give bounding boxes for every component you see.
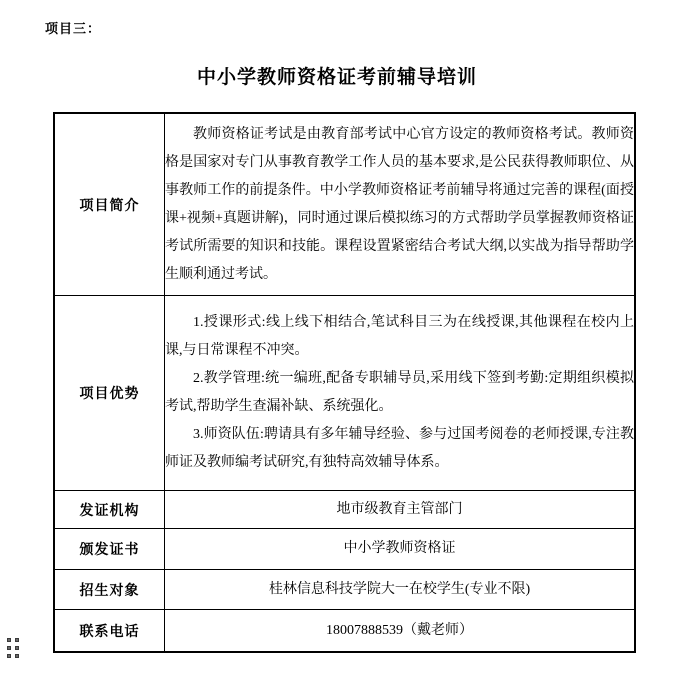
table-row-issuer	[54, 491, 635, 529]
dot	[15, 638, 19, 642]
info-table	[53, 112, 636, 653]
dot	[7, 638, 11, 642]
row-content-target-students	[165, 570, 636, 610]
dot	[7, 654, 11, 658]
row-content-intro	[165, 113, 636, 296]
row-content-contact-phone	[165, 610, 636, 653]
row-label-issuer: 发证机构	[54, 491, 165, 529]
contact-phone-value: 18007888539（戴老师）	[326, 622, 473, 638]
dot	[7, 646, 11, 650]
issuer-value: 地市级教育主管部门	[336, 501, 463, 517]
row-content-issuer	[165, 491, 636, 529]
advantage-item-2: 2.教学管理:统一编班,配备专职辅导员,采用线下签到考勤:定期组织模拟考试,帮助学生查漏补缺、系统强化。	[165, 371, 634, 414]
table-row-intro	[54, 113, 635, 296]
table-row-advantages	[54, 296, 635, 491]
certificate-value: 中小学教师资格证	[343, 541, 456, 556]
row-label-contact-phone: 联系电话	[54, 610, 165, 653]
intro-paragraph: 教师资格证考试是由教育部考试中心官方设定的教师资格考试。教师资格是国家对专门从事教育教学工作人员的基本要求,是公民获得教师职位、从事教师工作的前提条件。中小学教师资格证考前辅导将通过完善的课程(面授课+视频+真题讲解)，同时通过课后模拟练习的方式帮助学员掌握教师资格证考试所需要的知识和技能。课程设置紧密结合考试大纲,以实战为指导帮助学生顺利通过考试。	[165, 126, 634, 282]
target-students-value: 桂林信息科技学院大一在校学生(专业不限)	[268, 581, 531, 597]
drag-handle-dots-icon[interactable]	[7, 638, 21, 660]
dot	[15, 654, 19, 658]
page-title: 中小学教师资格证考前辅导培训	[196, 67, 477, 88]
advantage-item-1: 1.授课形式:线上线下相结合,笔试科目三为在线授课,其他课程在校内上课,与日常课程不冲突。	[165, 315, 634, 358]
table-row-target-students	[54, 570, 635, 610]
table-row-certificate	[54, 529, 635, 570]
section-label: 项目三：	[45, 21, 102, 36]
row-label-intro: 项目简介	[54, 113, 165, 296]
dot	[15, 646, 19, 650]
table-row-contact-phone	[54, 610, 635, 653]
row-label-advantages: 项目优势	[54, 296, 165, 491]
row-content-certificate	[165, 529, 636, 570]
row-label-target-students: 招生对象	[54, 570, 165, 610]
advantage-item-3: 3.师资队伍:聘请具有多年辅导经验、参与过国考阅卷的老师授课,专注教师证及教师编考试研究,有独特高效辅导体系。	[165, 427, 634, 470]
row-label-certificate: 颁发证书	[54, 529, 165, 570]
row-content-advantages	[165, 296, 636, 491]
